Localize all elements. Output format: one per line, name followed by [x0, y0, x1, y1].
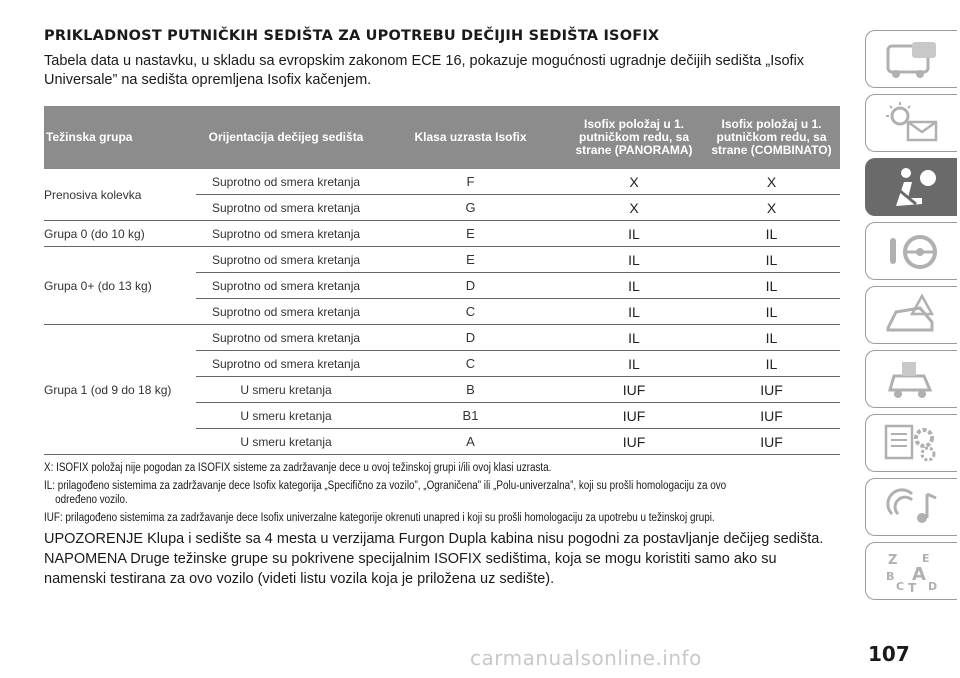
tab-technical-data[interactable] — [865, 414, 957, 472]
tab-multimedia[interactable] — [865, 478, 957, 536]
combinato-cell: IUF — [703, 403, 840, 429]
combinato-cell: IL — [703, 221, 840, 247]
tab-index[interactable] — [865, 542, 957, 600]
tab-emergency[interactable] — [865, 286, 957, 344]
table-row — [44, 325, 840, 351]
svg-text:D: D — [927, 580, 937, 593]
page-number: 107 — [868, 642, 910, 666]
panorama-cell: IUF — [565, 377, 703, 403]
group-cell: Grupa 0+ (do 13 kg) — [44, 247, 196, 325]
table-row — [44, 247, 840, 273]
page-content — [44, 28, 840, 589]
combinato-cell: IL — [703, 351, 840, 377]
page-title: PRIKLADNOST PUTNIČKIH SEDIŠTA ZA UPOTREBU DEČIJIH SEDIŠTA ISOFIX — [44, 28, 660, 44]
orientation-cell: Suprotno od smera kretanja — [196, 273, 376, 299]
class-cell: A — [376, 429, 565, 455]
table-notes — [44, 461, 840, 525]
svg-text:Z: Z — [887, 553, 897, 568]
orientation-cell: U smeru kretanja — [196, 377, 376, 403]
warning-lights-icon — [882, 100, 942, 146]
note-il — [44, 479, 838, 507]
car-dashboard-icon — [882, 36, 942, 82]
orientation-cell: Suprotno od smera kretanja — [196, 299, 376, 325]
tab-maintenance[interactable] — [865, 350, 957, 408]
orientation-cell: Suprotno od smera kretanja — [196, 351, 376, 377]
header-weight-group: Težinska grupa — [44, 106, 196, 169]
class-cell: E — [376, 247, 565, 273]
panorama-cell: IL — [565, 351, 703, 377]
panorama-cell: IL — [565, 325, 703, 351]
table-row — [44, 221, 840, 247]
panorama-cell: IUF — [565, 429, 703, 455]
intro-paragraph: Tabela data u nastavku, u skladu sa evropskim zakonom ECE 16, pokazuje mogućnosti ugradnje dečijih sedišta „Isofix Universale” na sedišta opremljena Isofix kačenjem. — [44, 53, 805, 88]
combinato-cell: X — [703, 169, 840, 195]
orientation-cell: Suprotno od smera kretanja — [196, 247, 376, 273]
note-il-text: IL: prilagođeno sistemima za zadržavanje dece Isofix kategorija „Specifično za vozilo”, „Ograničena” ili „Polu-univerzalna”, koji su prošli homologaciju za ovo — [44, 480, 727, 492]
settings-gears-icon — [882, 420, 942, 466]
class-cell: B1 — [376, 403, 565, 429]
combinato-cell: IL — [703, 247, 840, 273]
seat-airbag-icon — [882, 164, 942, 210]
panorama-cell: X — [565, 169, 703, 195]
panorama-cell: IL — [565, 247, 703, 273]
group-cell: Prenosiva kolevka — [44, 169, 196, 221]
isofix-table — [44, 106, 840, 455]
alphabet-index-icon — [882, 548, 942, 594]
svg-text:B: B — [885, 570, 894, 583]
class-cell: C — [376, 351, 565, 377]
class-cell: D — [376, 273, 565, 299]
note-iuf: IUF: prilagođeno sistemima za zadržavanje dece Isofix univerzalne kategorije okrenuti unapred i koji su prošli homologaciju za upotrebu u težinskoj grupi. — [44, 512, 715, 524]
watermark: carmanualsonline.info — [470, 646, 702, 670]
panorama-cell: X — [565, 195, 703, 221]
svg-text:C: C — [895, 580, 904, 593]
class-cell: F — [376, 169, 565, 195]
combinato-cell: X — [703, 195, 840, 221]
group-cell: Grupa 0 (do 10 kg) — [44, 221, 196, 247]
header-panorama: Isofix položaj u 1. putničkom redu, sa strane (PANORAMA) — [565, 106, 703, 169]
note-il-continued: određeno vozilo. — [55, 494, 128, 506]
multimedia-icon — [882, 484, 942, 530]
group-cell: Grupa 1 (od 9 do 18 kg) — [44, 325, 196, 455]
panorama-cell: IL — [565, 273, 703, 299]
table-header-row — [44, 106, 840, 169]
steering-wheel-icon — [882, 228, 942, 274]
orientation-cell: U smeru kretanja — [196, 429, 376, 455]
note-text: NAPOMENA Druge težinske grupe su pokrivene specijalnim ISOFIX sedištima, koja se mogu koristiti samo ako su namenski testirana za ovo vozilo (videti listu vozila koja je priložena uz sedište). — [44, 551, 777, 587]
class-cell: B — [376, 377, 565, 403]
tab-starting-driving[interactable] — [865, 222, 957, 280]
panorama-cell: IL — [565, 299, 703, 325]
svg-text:A: A — [911, 564, 926, 585]
accident-icon — [882, 292, 942, 338]
class-cell: D — [376, 325, 565, 351]
service-car-icon — [882, 356, 942, 402]
class-cell: C — [376, 299, 565, 325]
tab-warning-lights[interactable] — [865, 94, 957, 152]
chapter-sidebar — [855, 30, 960, 606]
panorama-cell: IUF — [565, 403, 703, 429]
svg-text:T: T — [907, 581, 916, 594]
header-combinato: Isofix položaj u 1. putničkom redu, sa strane (COMBINATO) — [703, 106, 840, 169]
orientation-cell: Suprotno od smera kretanja — [196, 325, 376, 351]
combinato-cell: IUF — [703, 377, 840, 403]
orientation-cell: U smeru kretanja — [196, 403, 376, 429]
panorama-cell: IL — [565, 221, 703, 247]
tab-dashboard[interactable] — [865, 30, 957, 88]
header-size-class: Klasa uzrasta Isofix — [376, 106, 565, 169]
header-orientation: Orijentacija dečijeg sedišta — [196, 106, 376, 169]
class-cell: G — [376, 195, 565, 221]
class-cell: E — [376, 221, 565, 247]
table-row — [44, 169, 840, 195]
orientation-cell: Suprotno od smera kretanja — [196, 169, 376, 195]
orientation-cell: Suprotno od smera kretanja — [196, 195, 376, 221]
note-x: X: ISOFIX položaj nije pogodan za ISOFIX sisteme za zadržavanje dece u ovoj težinskoj grupi i/ili ovoj klasi uzrasta. — [44, 462, 552, 474]
warning-text: UPOZORENJE Klupa i sedište sa 4 mesta u verzijama Furgon Dupla kabina nisu pogodni za postavljanje dečijeg sedišta. — [44, 531, 824, 547]
svg-text:E: E — [921, 552, 930, 565]
combinato-cell: IUF — [703, 429, 840, 455]
tab-safety[interactable] — [865, 158, 957, 216]
combinato-cell: IL — [703, 299, 840, 325]
orientation-cell: Suprotno od smera kretanja — [196, 221, 376, 247]
combinato-cell: IL — [703, 273, 840, 299]
combinato-cell: IL — [703, 325, 840, 351]
